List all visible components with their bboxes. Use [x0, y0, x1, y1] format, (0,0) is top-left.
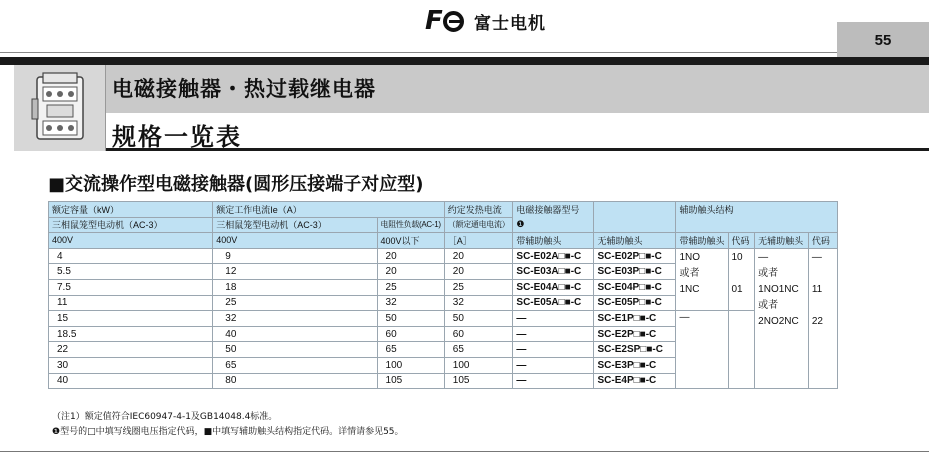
cell-aux-with-structure: 1NO 或者 1NC: [676, 248, 728, 310]
cell-ie: 9: [213, 248, 377, 264]
header-voltage-below: 400V以下: [377, 233, 444, 249]
header-thermal-current: 约定发热电流: [444, 202, 513, 218]
header-voltage-b: 400V: [213, 233, 377, 249]
table-row: 15 32 50 50 — SC-E1P□■-C —: [49, 311, 838, 327]
header-model-note: ❶: [513, 217, 594, 233]
contactor-product-image: [14, 65, 106, 151]
header-resistive-load: 电阻性负载(AC-1): [377, 217, 444, 233]
header-motor-current: 三相鼠笼型电动机（AC-3）: [213, 217, 377, 233]
header-thermal-sub: （额定通电电流）: [444, 217, 513, 233]
header-without-aux: 无辅助触头: [594, 233, 676, 249]
header-motor-capacity: 三相鼠笼型电动机（AC-3）: [49, 217, 213, 233]
page-subtitle: 规格一览表: [112, 123, 242, 151]
header-voltage-a: 400V: [49, 233, 213, 249]
page-title: 电磁接触器・热过载继电器: [112, 77, 376, 101]
table-row: 40 80 105 105 — SC-E4P□■-C: [49, 373, 838, 389]
table-row: 7.5 18 25 25 SC-E04A□■-C SC-E04P□■-C: [49, 279, 838, 295]
spec-table: [48, 201, 838, 389]
cell-aux-with-code: 10 01: [728, 248, 755, 310]
table-header-row: [49, 202, 838, 218]
table-row: 30 65 100 100 — SC-E3P□■-C: [49, 357, 838, 373]
header-model: 电磁接触器型号: [513, 202, 594, 218]
table-header-row: [49, 217, 838, 233]
header-code-2: 代码: [808, 233, 837, 249]
table-row: 5.5 12 20 20 SC-E03A□■-C SC-E03P□■-C: [49, 264, 838, 280]
cell-model-with-aux: SC-E02A□■-C: [513, 248, 594, 264]
cell-ith: 20: [444, 248, 513, 264]
header-rated-capacity: 额定容量（kW）: [49, 202, 213, 218]
bottom-rule: [0, 451, 929, 461]
cell-kw: 4: [49, 248, 213, 264]
top-bar: [0, 0, 929, 58]
brand-logo: [425, 8, 546, 34]
header-with-aux: 带辅助触头: [513, 233, 594, 249]
cell-ac1: 20: [377, 248, 444, 264]
footnote-1: （注1）额定值符合IEC60947-4-1及GB14048.4标准。: [52, 412, 278, 422]
header-aux: 辅助触头结构: [676, 202, 838, 218]
table-row: [49, 248, 838, 264]
contactor-icon: [29, 71, 91, 145]
cell-model-without-aux: SC-E02P□■-C: [594, 248, 676, 264]
cell-aux-with-none: —: [676, 311, 728, 389]
header-divider: [0, 57, 929, 65]
cell-aux-without-structure: — 或者 1NO1NC 或者 2NO2NC: [755, 248, 809, 388]
header-rated-current: 额定工作电流Ie（A）: [213, 202, 445, 218]
page-number-box: [837, 22, 929, 58]
page-number: 55: [874, 31, 892, 49]
header-without-aux-2: 无辅助触头: [755, 233, 809, 249]
header-rule: [0, 52, 837, 53]
table-row: 22 50 65 65 — SC-E2SP□■-C: [49, 342, 838, 358]
brand-name: 富士电机: [474, 13, 546, 34]
header-with-aux-2: 带辅助触头: [676, 233, 728, 249]
header-thermal-unit: ［A］: [444, 233, 513, 249]
table-header-row: [49, 233, 838, 249]
fuji-logo-icon: F: [425, 8, 469, 34]
table-row: 11 25 32 32 SC-E05A□■-C SC-E05P□■-C: [49, 295, 838, 311]
footnotes: [52, 410, 404, 440]
cell-aux-without-code: — 11 22: [808, 248, 837, 388]
section-title: ■交流操作型电磁接触器(圆形压接端子对应型): [48, 174, 424, 195]
header-code: 代码: [728, 233, 755, 249]
cell-aux-with-code-none: [728, 311, 755, 389]
footnote-2: ❶型号的□中填写线圈电压指定代码，■中填写辅助触头结构指定代码。详情请参见55。: [52, 427, 404, 437]
table-row: 18.5 40 60 60 — SC-E2P□■-C: [49, 326, 838, 342]
